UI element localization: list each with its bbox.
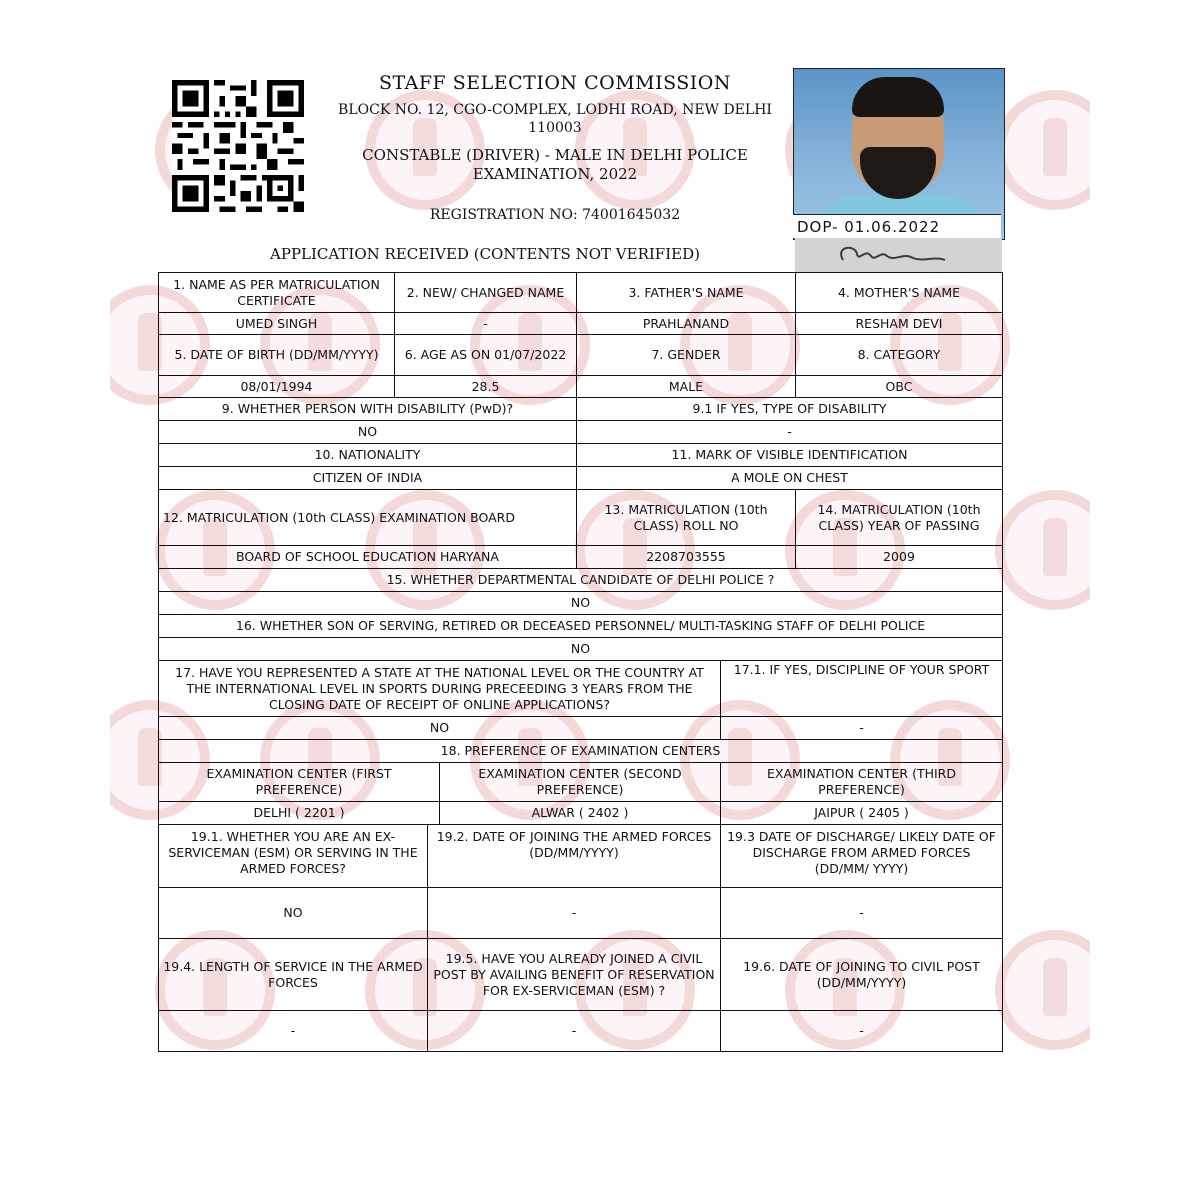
exam-name: CONSTABLE (DRIVER) - MALE IN DELHI POLICE EXAMINATION, 2022: [362, 146, 748, 183]
label-civil-post-esm: 19.5. HAVE YOU ALREADY JOINED A CIVIL POST BY AVAILING BENEFIT OF RESERVATION FOR EX-SERVICEMAN (ESM) ?: [427, 938, 721, 1011]
value-identification-mark: A MOLE ON CHEST: [576, 466, 1003, 490]
label-matric-year: 14. MATRICULATION (10th CLASS) YEAR OF PASSING: [795, 489, 1003, 546]
value-length-of-service: -: [158, 1010, 428, 1052]
signature-image: [795, 238, 1002, 272]
label-civil-post-joining-date: 19.6. DATE OF JOINING TO CIVIL POST (DD/MM/YYYY): [720, 938, 1003, 1011]
registration-number: REGISTRATION NO: 74001645032: [429, 207, 681, 223]
value-mother-name: RESHAM DEVI: [795, 312, 1003, 335]
label-matric-roll: 13. MATRICULATION (10th CLASS) ROLL NO: [576, 489, 796, 546]
label-discharge-date: 19.3 DATE OF DISCHARGE/ LIKELY DATE OF DISCHARGE FROM ARMED FORCES (DD/MM/ YYYY): [720, 824, 1003, 888]
value-departmental: NO: [158, 591, 1003, 615]
label-father-name: 3. FATHER'S NAME: [576, 272, 796, 313]
label-length-of-service: 19.4. LENGTH OF SERVICE IN THE ARMED FORCES: [158, 938, 428, 1011]
value-center-first: DELHI ( 2201 ): [158, 801, 440, 825]
value-pwd: NO: [158, 420, 577, 444]
label-mother-name: 4. MOTHER'S NAME: [795, 272, 1003, 313]
label-gender: 7. GENDER: [576, 334, 796, 376]
label-ex-serviceman: 19.1. WHETHER YOU ARE AN EX-SERVICEMAN (ESM) OR SERVING IN THE ARMED FORCES?: [158, 824, 428, 888]
value-matric-year: 2009: [795, 545, 1003, 569]
label-matric-board: 12. MATRICULATION (10th CLASS) EXAMINATION BOARD: [158, 489, 577, 546]
org-address: BLOCK NO. 12, CGO-COMPLEX, LODHI ROAD, NEW DELHI 110003: [338, 102, 772, 136]
value-father-name: PRAHLANAND: [576, 312, 796, 335]
value-dob: 08/01/1994: [158, 375, 395, 398]
label-dob: 5. DATE OF BIRTH (DD/MM/YYYY): [158, 334, 395, 376]
label-identification-mark: 11. MARK OF VISIBLE IDENTIFICATION: [576, 443, 1003, 467]
value-civil-post-joining-date: -: [720, 1010, 1003, 1052]
label-center-third: EXAMINATION CENTER (THIRD PREFERENCE): [720, 762, 1003, 802]
label-son-of-personnel: 16. WHETHER SON OF SERVING, RETIRED OR DECEASED PERSONNEL/ MULTI-TASKING STAFF OF DELHI POLICE: [158, 614, 1003, 638]
value-gender: MALE: [576, 375, 796, 398]
value-ex-serviceman: NO: [158, 887, 428, 939]
org-title: STAFF SELECTION COMMISSION: [378, 72, 732, 94]
date-of-photo: DOP- 01.06.2022: [793, 214, 1001, 238]
value-center-third: JAIPUR ( 2405 ): [720, 801, 1003, 825]
value-sports: NO: [158, 716, 721, 740]
label-exam-centers: 18. PREFERENCE OF EXAMINATION CENTERS: [158, 739, 1003, 763]
value-civil-post-esm: -: [427, 1010, 721, 1052]
label-sports: 17. HAVE YOU REPRESENTED A STATE AT THE NATIONAL LEVEL OR THE COUNTRY AT THE INTERNATIONAL LEVEL IN SPORTS DURING PRECEEDING 3 YEARS FROM THE CLOSING DATE OF RECEIPT OF ONLINE APPLICATIONS?: [158, 660, 721, 717]
value-new-name: -: [394, 312, 577, 335]
value-disability-type: -: [576, 420, 1003, 444]
value-category: OBC: [795, 375, 1003, 398]
label-nationality: 10. NATIONALITY: [158, 443, 577, 467]
label-sports-discipline: 17.1. IF YES, DISCIPLINE OF YOUR SPORT: [720, 660, 1003, 717]
label-age: 6. AGE AS ON 01/07/2022: [394, 334, 577, 376]
label-disability-type: 9.1 IF YES, TYPE OF DISABILITY: [576, 397, 1003, 421]
value-nationality: CITIZEN OF INDIA: [158, 466, 577, 490]
value-sports-discipline: -: [720, 716, 1003, 740]
label-departmental: 15. WHETHER DEPARTMENTAL CANDIDATE OF DELHI POLICE ?: [158, 568, 1003, 592]
value-matric-roll: 2208703555: [576, 545, 796, 569]
label-new-name: 2. NEW/ CHANGED NAME: [394, 272, 577, 313]
label-center-second: EXAMINATION CENTER (SECOND PREFERENCE): [439, 762, 721, 802]
value-age: 28.5: [394, 375, 577, 398]
value-matric-board: BOARD OF SCHOOL EDUCATION HARYANA: [158, 545, 577, 569]
label-pwd: 9. WHETHER PERSON WITH DISABILITY (PwD)?: [158, 397, 577, 421]
application-status: APPLICATION RECEIVED (CONTENTS NOT VERIFIED): [270, 245, 700, 263]
value-center-second: ALWAR ( 2402 ): [439, 801, 721, 825]
label-armed-joining-date: 19.2. DATE OF JOINING THE ARMED FORCES (DD/MM/YYYY): [427, 824, 721, 888]
label-center-first: EXAMINATION CENTER (FIRST PREFERENCE): [158, 762, 440, 802]
value-armed-joining-date: -: [427, 887, 721, 939]
label-name-matric: 1. NAME AS PER MATRICULATION CERTIFICATE: [158, 272, 395, 313]
value-discharge-date: -: [720, 887, 1003, 939]
value-son-of-personnel: NO: [158, 637, 1003, 661]
label-category: 8. CATEGORY: [795, 334, 1003, 376]
qr-code: [172, 80, 304, 212]
value-name: UMED SINGH: [158, 312, 395, 335]
